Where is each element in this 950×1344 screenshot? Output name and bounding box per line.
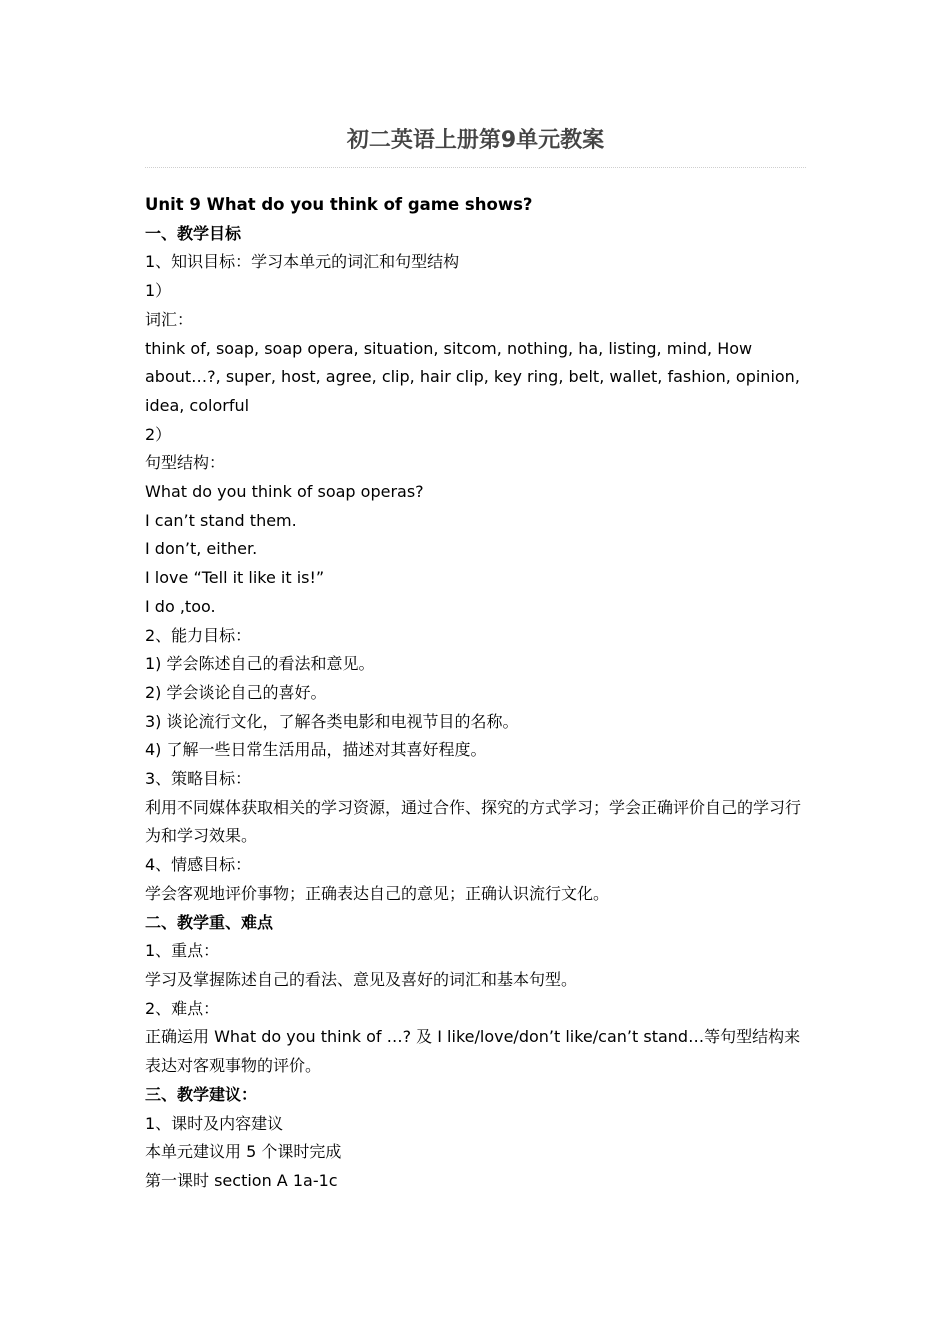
paragraph-line: 4) 了解一些日常生活用品，描述对其喜好程度。 — [145, 740, 487, 760]
document-title: 初二英语上册第9单元教案 — [346, 128, 605, 153]
section-heading: 一、教学目标 — [145, 223, 242, 243]
paragraph-line: 学会客观地评价事物；正确表达自己的意见；正确认识流行文化。 — [145, 883, 610, 903]
paragraph-line: 3) 谈论流行文化，了解各类电影和电视节目的名称。 — [145, 711, 519, 731]
paragraph-line: 3、策略目标： — [145, 769, 252, 789]
document-body — [145, 191, 806, 1196]
paragraph-line: 句型结构： — [145, 453, 226, 473]
paragraph-line: 2） — [145, 424, 172, 444]
paragraph-line: 第一课时 section A 1a-1c — [145, 1170, 338, 1190]
paragraph-line: I do ,too. — [145, 596, 216, 616]
paragraph-line: 1、课时及内容建议 — [145, 1113, 284, 1133]
title-divider — [145, 167, 806, 168]
paragraph-line: I can’t stand them. — [145, 510, 297, 530]
section-heading: 三、教学建议： — [145, 1084, 258, 1104]
paragraph-line: 1) 学会陈述自己的看法和意见。 — [145, 654, 375, 674]
paragraph-line: What do you think of soap operas? — [145, 482, 424, 502]
paragraph-line: 1、知识目标：学习本单元的词汇和句型结构 — [145, 252, 460, 272]
paragraph-line: 4、情感目标： — [145, 855, 252, 875]
paragraph-line: I love “Tell it like it is!” — [145, 568, 325, 588]
paragraph-line: 正确运用 What do you think of …? 及 I like/love/don’t like/can’t stand…等句型结构来表达对客观事物的评价。 — [145, 1027, 801, 1076]
paragraph-line: 本单元建议用 5 个课时完成 — [145, 1142, 342, 1162]
unit-heading: Unit 9 What do you think of game shows? — [145, 195, 533, 214]
section-heading: 二、教学重、难点 — [145, 912, 274, 932]
paragraph-line: 利用不同媒体获取相关的学习资源，通过合作、探究的方式学习；学会正确评价自己的学习行为和学习效果。 — [145, 797, 802, 846]
paragraph-line: 学习及掌握陈述自己的看法、意见及喜好的词汇和基本句型。 — [145, 969, 578, 989]
paragraph-line: 2、能力目标： — [145, 625, 252, 645]
paragraph-line: think of, soap, soap opera, situation, sitcom, nothing, ha, listing, mind, How about…?, super, host, agree, clip, hair clip, key ring, belt, wallet, fashion, opinion, idea, colorful — [145, 338, 800, 415]
paragraph-line: 词汇： — [145, 309, 194, 329]
paragraph-line: 2、难点： — [145, 998, 220, 1018]
paragraph-line: 1、重点： — [145, 941, 220, 961]
paragraph-line: I don’t, either. — [145, 539, 258, 559]
paragraph-line: 2) 学会谈论自己的喜好。 — [145, 682, 327, 702]
paragraph-line: 1） — [145, 281, 172, 301]
